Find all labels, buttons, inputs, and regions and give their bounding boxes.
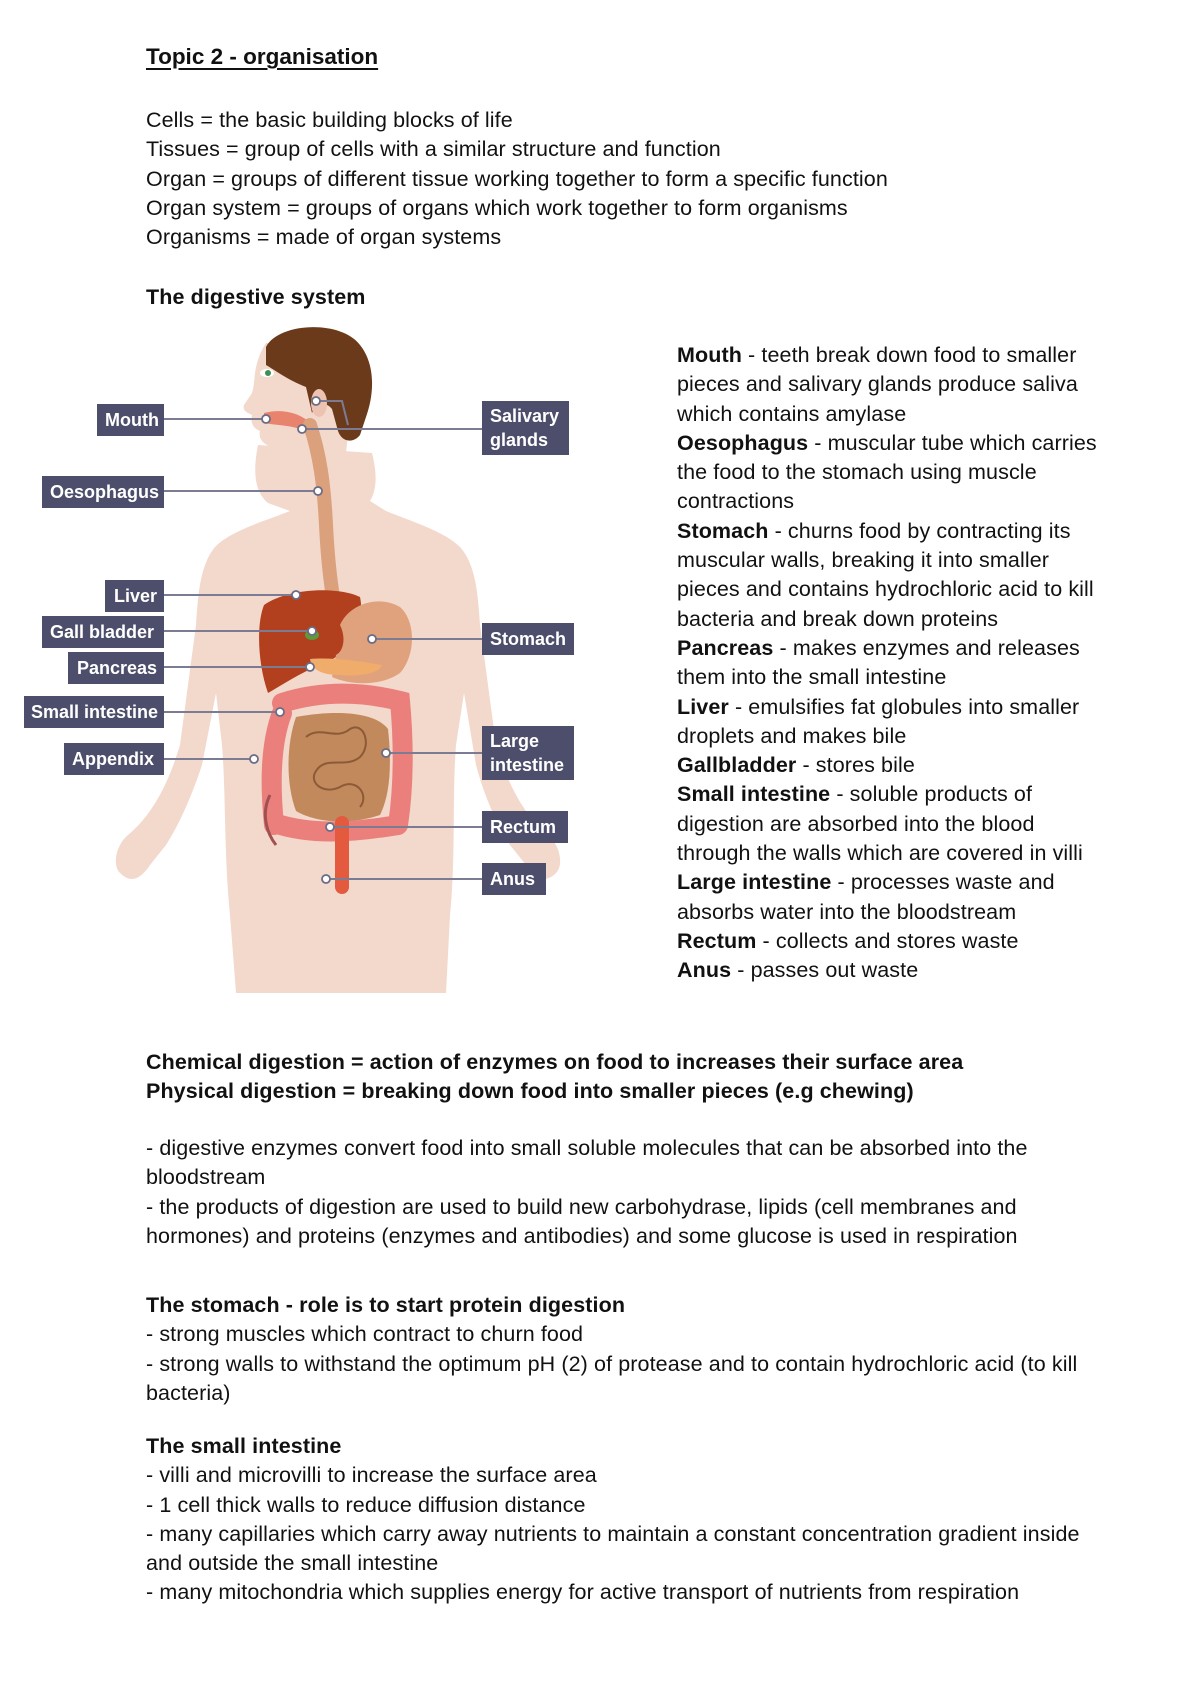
- organ-desc: - teeth break down food to smaller pieces and salivary glands produce saliva which contains amylase: [677, 343, 1078, 426]
- diagram-label-small-intestine: [24, 696, 164, 728]
- svg-text:intestine: intestine: [490, 755, 565, 775]
- organ-desc: - makes enzymes and releases them into the small intestine: [677, 635, 1080, 690]
- small-intestine-point: - many mitochondria which supplies energy for active transport of nutrients from respiration: [146, 1580, 1020, 1605]
- diagram-label-stomach: [482, 623, 574, 655]
- svg-text:Appendix: Appendix: [72, 749, 155, 769]
- organ-name: Small intestine: [677, 782, 831, 807]
- organ-oesophagus: [677, 429, 1097, 517]
- organ-desc: - muscular tube which carries the food to the stomach using muscle contractions: [677, 430, 1097, 514]
- small-intestine-heading: The small intestine: [146, 1434, 342, 1458]
- digestion-definitions: [146, 1048, 1106, 1107]
- diagram-label-salivary-glands: [482, 401, 569, 455]
- definition-tissues: Tissues = group of cells with a similar structure and function: [146, 137, 721, 162]
- organ-liver: [677, 693, 1097, 752]
- small-intestine-point: - 1 cell thick walls to reduce diffusion distance: [146, 1492, 586, 1517]
- organ-gallbladder: [677, 751, 1097, 780]
- organ-descriptions: [677, 341, 1097, 986]
- organ-large-intestine: [677, 868, 1097, 927]
- organ-anus: [677, 956, 1097, 985]
- organ-desc: - collects and stores waste: [756, 928, 1019, 953]
- organ-desc: - soluble products of digestion are absorbed into the blood through the walls which are covered in villi: [677, 782, 1083, 866]
- organ-desc: - processes waste and absorbs water into the bloodstream: [677, 870, 1055, 924]
- definition-cells: Cells = the basic building blocks of life: [146, 108, 513, 132]
- organ-mouth: [677, 341, 1097, 429]
- organ-desc: - churns food by contracting its muscular walls, breaking it into smaller pieces and contains hydrochloric acid to kill bacteria and break down proteins: [677, 518, 1094, 631]
- small-intestine-section: [146, 1432, 1086, 1608]
- organ-name: Anus: [677, 958, 732, 983]
- stomach-section: [146, 1291, 1086, 1408]
- small-intestine-point: - villi and microvilli to increase the surface area: [146, 1463, 597, 1488]
- diagram-label-appendix: [64, 743, 164, 775]
- svg-text:Large: Large: [490, 731, 540, 751]
- organ-rectum: [677, 927, 1097, 956]
- diagram-label-oesophagus: [42, 476, 164, 508]
- organ-name: Mouth: [677, 343, 742, 367]
- stomach-heading: The stomach - role is to start protein digestion: [146, 1293, 626, 1317]
- svg-text:Oesophagus: Oesophagus: [50, 482, 160, 502]
- stomach-point: - strong muscles which contract to churn food: [146, 1322, 584, 1347]
- organ-name: Gallbladder: [677, 753, 797, 778]
- organ-name: Rectum: [677, 928, 757, 953]
- svg-text:Anus: Anus: [490, 869, 535, 889]
- organ-name: Oesophagus: [677, 430, 809, 455]
- svg-text:Salivary: Salivary: [490, 406, 560, 426]
- organ-desc: - passes out waste: [731, 958, 919, 983]
- definition-organ-system: Organ system = groups of organs which work together to form organisms: [146, 195, 848, 220]
- svg-text:Stomach: Stomach: [490, 629, 567, 649]
- small-intestine-shape: [289, 713, 390, 821]
- svg-text:Gall bladder: Gall bladder: [50, 622, 155, 642]
- organ-small-intestine: [677, 780, 1097, 868]
- organ-name: Pancreas: [677, 635, 774, 660]
- physical-digestion: Physical digestion = breaking down food into smaller pieces (e.g chewing): [146, 1079, 914, 1104]
- organ-name: Liver: [677, 694, 729, 719]
- diagram-label-rectum: [482, 811, 568, 843]
- note-item: - the products of digestion are used to build new carbohydrase, lipids (cell membranes and hormones) and proteins (enzymes and antibodies) and some glucose is used in respiration: [146, 1194, 1018, 1248]
- svg-text:glands: glands: [490, 430, 549, 450]
- diagram-label-liver: [105, 580, 164, 612]
- organ-desc: - emulsifies fat globules into smaller droplets and makes bile: [677, 694, 1080, 748]
- diagram-label-large-intestine: [482, 726, 574, 780]
- definitions-list: [146, 106, 888, 252]
- diagram-label-mouth: [97, 404, 164, 436]
- stomach-point: - strong walls to withstand the optimum pH (2) of protease and to contain hydrochloric acid (to kill bacteria): [146, 1351, 1078, 1405]
- chemical-digestion: Chemical digestion = action of enzymes on food to increases their surface area: [146, 1050, 964, 1074]
- digestive-system-heading: The digestive system: [146, 285, 366, 309]
- organ-pancreas: [677, 634, 1097, 693]
- organ-name: Large intestine: [677, 870, 832, 895]
- svg-text:Rectum: Rectum: [490, 817, 557, 837]
- svg-text:Small intestine: Small intestine: [31, 702, 159, 722]
- svg-text:Pancreas: Pancreas: [77, 658, 158, 678]
- small-intestine-point: - many capillaries which carry away nutrients to maintain a constant concentration gradient inside and outside the small intestine: [146, 1521, 1080, 1576]
- diagram-label-gall-bladder: [42, 616, 164, 648]
- diagram-label-pancreas: [68, 652, 164, 684]
- organ-stomach: [677, 517, 1097, 634]
- organ-desc: - stores bile: [796, 753, 915, 778]
- definition-organisms: Organisms = made of organ systems: [146, 225, 502, 250]
- diagram-label-anus: [482, 863, 546, 895]
- digestion-notes: [146, 1134, 1086, 1251]
- definition-organ: Organ = groups of different tissue working together to form a specific function: [146, 166, 888, 191]
- digestive-system-diagram: [20, 325, 645, 1005]
- organ-name: Stomach: [677, 518, 769, 543]
- note-item: - digestive enzymes convert food into small soluble molecules that can be absorbed into the bloodstream: [146, 1136, 1028, 1190]
- svg-text:Mouth: Mouth: [105, 410, 159, 430]
- svg-text:Liver: Liver: [114, 586, 158, 606]
- page-title: Topic 2 - organisation: [146, 44, 379, 69]
